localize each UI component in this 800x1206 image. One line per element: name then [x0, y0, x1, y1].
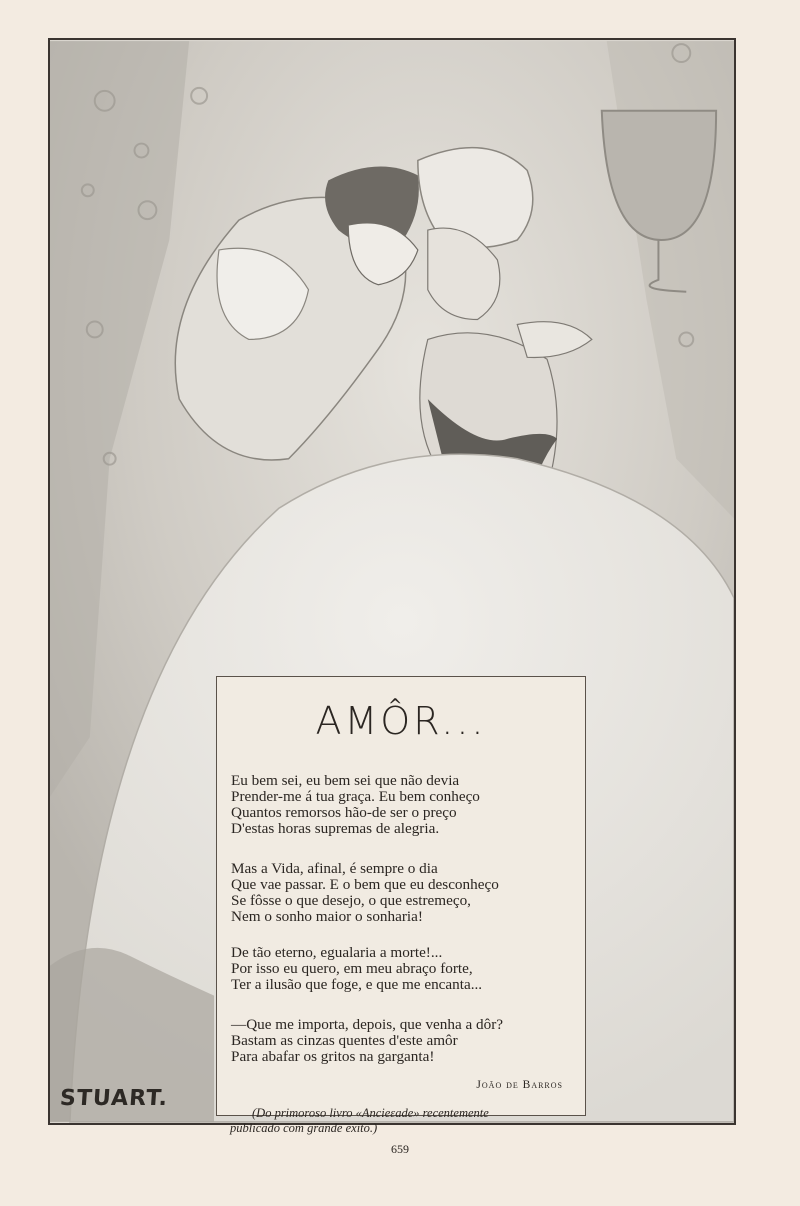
- verse-line: Que vae passar. E o bem que eu desconheço: [231, 876, 499, 893]
- verse-line: D'estas horas supremas de alegria.: [231, 820, 440, 837]
- poem-title: AMÔR...: [315, 699, 487, 743]
- stanza-4: [231, 1017, 575, 1065]
- verse-line: Mas a Vida, afinal, é sempre o dia: [231, 860, 438, 877]
- verse-line: Prender-me á tua graça. Eu bem conheço: [231, 788, 480, 805]
- verse-line: Por isso eu quero, em meu abraço forte,: [231, 960, 473, 977]
- source-note-line: publicado com grande exito.): [230, 1121, 378, 1135]
- verse-line: —Que me importa, depois, que venha a dôr?: [231, 1016, 504, 1033]
- source-note-line: (Do primoroso livro «Ancieɛade» recentemente: [252, 1106, 489, 1120]
- verse-line: Bastam as cinzas quentes d'este amôr: [231, 1032, 458, 1049]
- verse-line: Para abafar os gritos na garganta!: [231, 1048, 435, 1065]
- verse-line: Ter a ilusão que foge, e que me encanta...: [231, 976, 483, 993]
- page-number: 659: [391, 1142, 409, 1156]
- poem-author: João de Barros: [476, 1079, 563, 1091]
- verse-line: Nem o sonho maior o sonharia!: [231, 908, 423, 925]
- poem-box: [216, 676, 586, 1116]
- verse-line: Se fôsse o que desejo, o que estremeço,: [231, 892, 471, 909]
- verse-line: De tão eterno, egualaria a morte!...: [231, 944, 443, 961]
- artist-signature: STUART.: [59, 1086, 169, 1111]
- stanza-3: [231, 945, 575, 993]
- verse-line: Quantos remorsos hão-de ser o preço: [231, 804, 457, 821]
- verse-line: Eu bem sei, eu bem sei que não devia: [231, 772, 460, 789]
- stanza-2: [231, 861, 575, 925]
- source-note: [230, 1106, 580, 1136]
- stanza-1: [231, 773, 575, 837]
